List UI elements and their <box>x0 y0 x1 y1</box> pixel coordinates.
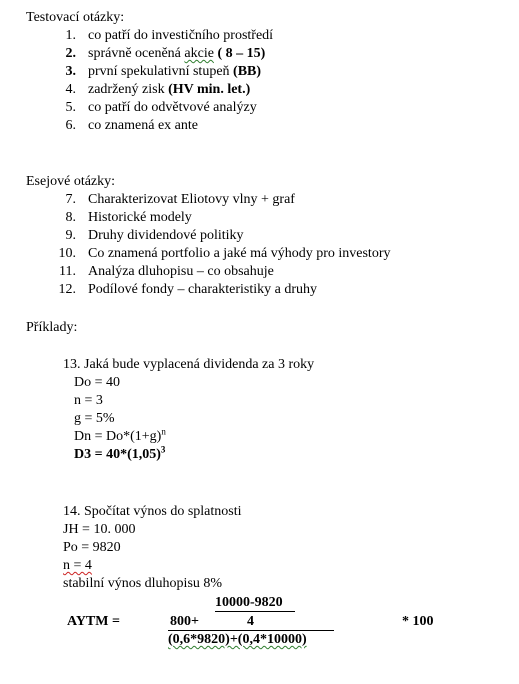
list-item-number: 5. <box>65 100 76 115</box>
list-item: zadržený zisk (HV min. let.) <box>88 82 251 97</box>
inner-denominator: 4 <box>247 614 254 629</box>
example-14-title: 14. Spočítat výnos do splatnosti <box>63 504 242 519</box>
inner-fraction-line <box>215 611 295 612</box>
inner-numerator: 10000-9820 <box>215 595 283 610</box>
example-14-yield: stabilní výnos dluhopisu 8% <box>63 576 223 591</box>
example-14-jh: JH = 10. 000 <box>63 522 136 537</box>
list-item-number: 2. <box>65 46 76 61</box>
multiplier: * 100 <box>402 614 434 629</box>
list-item: Analýza dluhopisu – co obsahuje <box>88 264 274 279</box>
list-item: co znamená ex ante <box>88 118 198 133</box>
list-item-number: 9. <box>65 228 76 243</box>
example-14-n: n = 4 <box>63 558 92 573</box>
list-item-number: 10. <box>58 246 76 261</box>
examples-heading: Příklady: <box>26 320 78 335</box>
example-13-dn-formula: $Dn = Do*(1+g)^n$ <box>74 426 166 444</box>
list-item: co patří do investičního prostředí <box>88 28 274 43</box>
list-item: Druhy dividendové politiky <box>88 228 244 243</box>
example-13-g: g = 5% <box>74 411 115 426</box>
list-item: správně oceněná akcie ( 8 – 15) <box>88 46 266 61</box>
list-item-number: 3. <box>65 64 76 79</box>
list-item: Podílové fondy – charakteristiky a druhy <box>88 282 318 297</box>
example-13-d3-result: $D3 = 40*(1,05)^3$ <box>74 444 166 462</box>
list-item: Co znamená portfolio a jaké má výhody pro investory <box>88 246 391 261</box>
outer-denominator: (0,6*9820)+(0,4*10000) <box>168 632 307 647</box>
list-item-number: 12. <box>58 282 76 297</box>
list-item-number: 8. <box>65 210 76 225</box>
list-item-number: 11. <box>59 264 76 279</box>
outer-numerator: 800+ <box>170 614 199 629</box>
test-questions-heading: Testovací otázky: <box>26 10 125 25</box>
example-13-n: n = 3 <box>74 393 103 408</box>
list-item: první spekulativní stupeň (BB) <box>88 64 262 79</box>
list-item: co patří do odvětvové analýzy <box>88 100 257 115</box>
list-item: Charakterizovat Eliotovy vlny + graf <box>88 192 295 207</box>
example-14-po: Po = 9820 <box>63 540 121 555</box>
example-13-do: Do = 40 <box>74 375 121 390</box>
list-item-number: 4. <box>65 82 76 97</box>
aytm-label: AYTM = <box>67 614 120 629</box>
list-item-number: 1. <box>65 28 76 43</box>
list-item-number: 6. <box>65 118 76 133</box>
example-13-title: 13. Jaká bude vyplacená dividenda za 3 roky <box>63 357 315 372</box>
list-item-number: 7. <box>65 192 76 207</box>
essay-questions-heading: Esejové otázky: <box>26 174 116 189</box>
list-item: Historické modely <box>88 210 192 225</box>
